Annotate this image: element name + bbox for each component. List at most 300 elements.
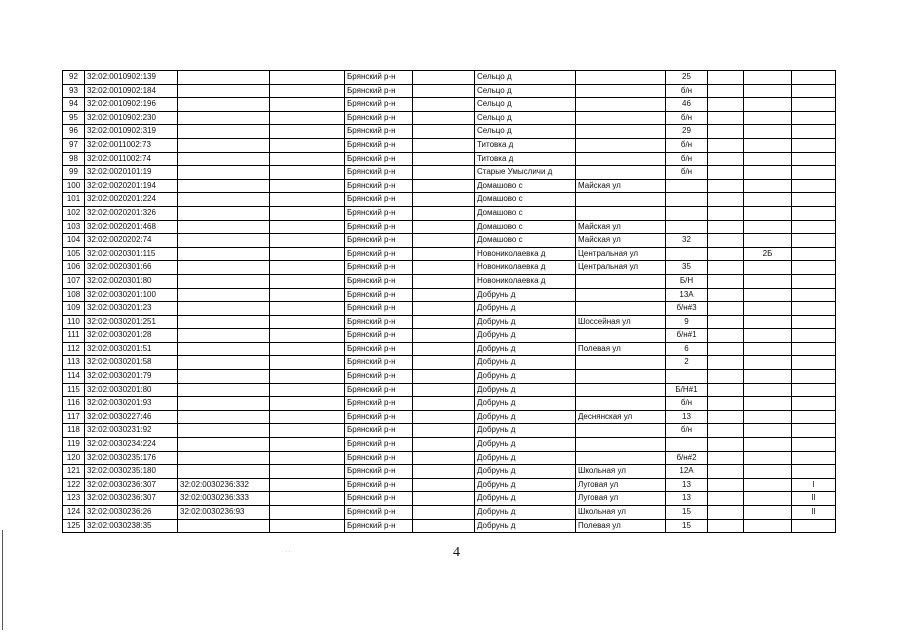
- cell-locality: Титовка д: [475, 138, 576, 152]
- cell-district: Брянский р-н: [345, 451, 413, 465]
- cell-cadastral-number: 32:02:0030236:307: [85, 478, 178, 492]
- cell-locality: Добрунь д: [475, 329, 576, 343]
- cell-house-number: б/н: [666, 397, 708, 411]
- cell-street: [576, 274, 666, 288]
- cell-empty-column-4: [270, 315, 345, 329]
- cell-house-number: б/н: [666, 84, 708, 98]
- cell-building: [744, 98, 792, 112]
- page-number: 4: [453, 545, 460, 560]
- cell-row-number: 116: [63, 397, 85, 411]
- cell-house-number: 2: [666, 356, 708, 370]
- cell-related-cadastral-number: [178, 288, 270, 302]
- cell-building: [744, 261, 792, 275]
- cell-district: Брянский р-н: [345, 519, 413, 533]
- cell-empty-column-6: [413, 261, 475, 275]
- table-row: [63, 179, 836, 193]
- cell-street: Школьная ул: [576, 465, 666, 479]
- cell-structure: [792, 206, 836, 220]
- cell-district: Брянский р-н: [345, 220, 413, 234]
- cell-locality: Новониколаевка д: [475, 274, 576, 288]
- cell-empty-column-4: [270, 438, 345, 452]
- table-row: [63, 478, 836, 492]
- cell-house-number: 6: [666, 342, 708, 356]
- cell-district: Брянский р-н: [345, 465, 413, 479]
- cell-district: Брянский р-н: [345, 383, 413, 397]
- cell-structure: [792, 193, 836, 207]
- cell-cadastral-number: 32:02:0010902:230: [85, 111, 178, 125]
- cell-empty-column-4: [270, 71, 345, 85]
- cell-cadastral-number: 32:02:0030236:307: [85, 492, 178, 506]
- cell-district: Брянский р-н: [345, 424, 413, 438]
- cell-cadastral-number: 32:02:0010902:196: [85, 98, 178, 112]
- cell-structure: [792, 220, 836, 234]
- cell-empty-column-10: [708, 356, 744, 370]
- cell-cadastral-number: 32:02:0010902:184: [85, 84, 178, 98]
- cell-empty-column-10: [708, 315, 744, 329]
- cell-structure: [792, 152, 836, 166]
- cell-empty-column-4: [270, 247, 345, 261]
- cell-locality: Старые Умысличи д: [475, 166, 576, 180]
- cell-street: [576, 383, 666, 397]
- cell-building: [744, 193, 792, 207]
- cell-locality: Добрунь д: [475, 410, 576, 424]
- cell-empty-column-6: [413, 506, 475, 520]
- table-row: [63, 451, 836, 465]
- cell-empty-column-10: [708, 247, 744, 261]
- cell-cadastral-number: 32:02:0011002:74: [85, 152, 178, 166]
- table-row: [63, 261, 836, 275]
- cell-related-cadastral-number: [178, 397, 270, 411]
- cell-cadastral-number: 32:02:0030201:93: [85, 397, 178, 411]
- cell-district: Брянский р-н: [345, 138, 413, 152]
- cell-empty-column-4: [270, 424, 345, 438]
- cell-house-number: б/н: [666, 424, 708, 438]
- cell-row-number: 95: [63, 111, 85, 125]
- cell-row-number: 93: [63, 84, 85, 98]
- cell-cadastral-number: 32:02:0030201:28: [85, 329, 178, 343]
- cell-street: [576, 166, 666, 180]
- cell-row-number: 94: [63, 98, 85, 112]
- cell-street: [576, 111, 666, 125]
- cell-building: [744, 342, 792, 356]
- cell-related-cadastral-number: [178, 342, 270, 356]
- cell-related-cadastral-number: [178, 71, 270, 85]
- table-row: [63, 152, 836, 166]
- cell-empty-column-4: [270, 179, 345, 193]
- cell-empty-column-6: [413, 465, 475, 479]
- cell-house-number: Б/Н#1: [666, 383, 708, 397]
- cell-house-number: б/н: [666, 111, 708, 125]
- table-row: [63, 438, 836, 452]
- cell-house-number: 13: [666, 478, 708, 492]
- cell-empty-column-6: [413, 356, 475, 370]
- cell-related-cadastral-number: [178, 329, 270, 343]
- cell-building: [744, 288, 792, 302]
- table-row: [63, 519, 836, 533]
- cell-house-number: 29: [666, 125, 708, 139]
- cell-house-number: [666, 220, 708, 234]
- table-row: [63, 329, 836, 343]
- cell-row-number: 103: [63, 220, 85, 234]
- cell-building: [744, 206, 792, 220]
- cell-related-cadastral-number: [178, 261, 270, 275]
- cell-empty-column-4: [270, 274, 345, 288]
- cell-house-number: [666, 193, 708, 207]
- cell-house-number: [666, 206, 708, 220]
- cell-street: [576, 125, 666, 139]
- scan-edge-line: [2, 530, 3, 630]
- cell-row-number: 118: [63, 424, 85, 438]
- cell-empty-column-6: [413, 397, 475, 411]
- cell-cadastral-number: 32:02:0030201:51: [85, 342, 178, 356]
- cell-empty-column-6: [413, 519, 475, 533]
- cell-district: Брянский р-н: [345, 342, 413, 356]
- cell-street: Центральная ул: [576, 261, 666, 275]
- cell-empty-column-10: [708, 410, 744, 424]
- cell-street: [576, 451, 666, 465]
- cell-street: [576, 152, 666, 166]
- cell-structure: [792, 370, 836, 384]
- cell-locality: Новониколаевка д: [475, 247, 576, 261]
- cell-structure: [792, 397, 836, 411]
- cell-district: Брянский р-н: [345, 234, 413, 248]
- table-row: [63, 274, 836, 288]
- cell-house-number: 13А: [666, 288, 708, 302]
- cell-locality: Титовка д: [475, 152, 576, 166]
- cell-row-number: 100: [63, 179, 85, 193]
- cell-row-number: 123: [63, 492, 85, 506]
- cell-structure: [792, 247, 836, 261]
- cell-structure: [792, 315, 836, 329]
- cell-locality: Добрунь д: [475, 383, 576, 397]
- cell-locality: Домашово с: [475, 220, 576, 234]
- cell-street: Центральная ул: [576, 247, 666, 261]
- cell-locality: Домашово с: [475, 179, 576, 193]
- table-row: [63, 410, 836, 424]
- cell-empty-column-4: [270, 98, 345, 112]
- cell-cadastral-number: 32:02:0030201:58: [85, 356, 178, 370]
- cell-empty-column-10: [708, 397, 744, 411]
- cell-house-number: 35: [666, 261, 708, 275]
- cell-building: [744, 506, 792, 520]
- cell-house-number: б/н#2: [666, 451, 708, 465]
- cell-structure: [792, 410, 836, 424]
- cell-empty-column-6: [413, 220, 475, 234]
- cell-related-cadastral-number: [178, 125, 270, 139]
- cell-building: [744, 370, 792, 384]
- cell-empty-column-6: [413, 315, 475, 329]
- cell-empty-column-6: [413, 342, 475, 356]
- cell-building: [744, 438, 792, 452]
- cell-structure: [792, 179, 836, 193]
- cell-related-cadastral-number: 32:02:0030236:93: [178, 506, 270, 520]
- cell-empty-column-4: [270, 410, 345, 424]
- cell-related-cadastral-number: [178, 111, 270, 125]
- cell-structure: [792, 342, 836, 356]
- cell-cadastral-number: 32:02:0020202:74: [85, 234, 178, 248]
- cell-empty-column-10: [708, 506, 744, 520]
- cell-empty-column-4: [270, 220, 345, 234]
- cell-street: Майская ул: [576, 179, 666, 193]
- cell-related-cadastral-number: [178, 206, 270, 220]
- cell-structure: [792, 71, 836, 85]
- cell-structure: [792, 138, 836, 152]
- cell-row-number: 112: [63, 342, 85, 356]
- cell-house-number: Б/Н: [666, 274, 708, 288]
- cell-street: Луговая ул: [576, 478, 666, 492]
- cell-building: [744, 179, 792, 193]
- cell-structure: [792, 84, 836, 98]
- cell-street: Школьная ул: [576, 506, 666, 520]
- table-row: [63, 342, 836, 356]
- cell-district: Брянский р-н: [345, 84, 413, 98]
- cell-empty-column-10: [708, 125, 744, 139]
- cell-building: [744, 478, 792, 492]
- cell-building: [744, 125, 792, 139]
- cell-empty-column-10: [708, 492, 744, 506]
- cell-empty-column-6: [413, 166, 475, 180]
- cell-building: [744, 111, 792, 125]
- cell-building: [744, 138, 792, 152]
- cell-row-number: 92: [63, 71, 85, 85]
- table-row: [63, 397, 836, 411]
- cell-street: [576, 397, 666, 411]
- cell-house-number: [666, 179, 708, 193]
- table-row: [63, 302, 836, 316]
- cell-street: [576, 438, 666, 452]
- cell-locality: Добрунь д: [475, 478, 576, 492]
- cell-related-cadastral-number: 32:02:0030236:332: [178, 478, 270, 492]
- cell-related-cadastral-number: [178, 193, 270, 207]
- cell-building: [744, 451, 792, 465]
- cell-row-number: 121: [63, 465, 85, 479]
- cell-row-number: 119: [63, 438, 85, 452]
- cell-district: Брянский р-н: [345, 98, 413, 112]
- cell-district: Брянский р-н: [345, 206, 413, 220]
- cell-locality: Новониколаевка д: [475, 261, 576, 275]
- cell-building: [744, 84, 792, 98]
- cell-structure: [792, 329, 836, 343]
- cell-street: Майская ул: [576, 220, 666, 234]
- cell-cadastral-number: 32:02:0020301:66: [85, 261, 178, 275]
- cell-cadastral-number: 32:02:0030235:176: [85, 451, 178, 465]
- cell-district: Брянский р-н: [345, 506, 413, 520]
- cell-empty-column-10: [708, 465, 744, 479]
- cell-empty-column-4: [270, 506, 345, 520]
- cell-house-number: 9: [666, 315, 708, 329]
- cell-street: [576, 138, 666, 152]
- cell-empty-column-10: [708, 424, 744, 438]
- cell-empty-column-10: [708, 98, 744, 112]
- cell-empty-column-10: [708, 138, 744, 152]
- cell-building: [744, 329, 792, 343]
- cell-empty-column-6: [413, 370, 475, 384]
- cell-row-number: 117: [63, 410, 85, 424]
- cell-cadastral-number: 32:02:0030201:80: [85, 383, 178, 397]
- cell-empty-column-10: [708, 370, 744, 384]
- cell-empty-column-10: [708, 302, 744, 316]
- cell-empty-column-6: [413, 438, 475, 452]
- cell-empty-column-4: [270, 302, 345, 316]
- cell-related-cadastral-number: [178, 234, 270, 248]
- cell-empty-column-6: [413, 410, 475, 424]
- table-row: [63, 98, 836, 112]
- cell-street: Шоссейная ул: [576, 315, 666, 329]
- cell-street: Майская ул: [576, 234, 666, 248]
- cell-empty-column-6: [413, 84, 475, 98]
- cell-empty-column-4: [270, 383, 345, 397]
- cell-locality: Добрунь д: [475, 492, 576, 506]
- cell-row-number: 109: [63, 302, 85, 316]
- cell-building: [744, 397, 792, 411]
- cell-cadastral-number: 32:02:0020301:115: [85, 247, 178, 261]
- cell-related-cadastral-number: [178, 220, 270, 234]
- cell-locality: Добрунь д: [475, 397, 576, 411]
- cell-empty-column-4: [270, 329, 345, 343]
- cell-empty-column-4: [270, 193, 345, 207]
- cell-cadastral-number: 32:02:0020201:468: [85, 220, 178, 234]
- cell-empty-column-10: [708, 193, 744, 207]
- table-row: [63, 492, 836, 506]
- scan-mark: . .: [286, 548, 291, 554]
- cell-cadastral-number: 32:02:0030201:23: [85, 302, 178, 316]
- cell-locality: Добрунь д: [475, 451, 576, 465]
- cell-district: Брянский р-н: [345, 410, 413, 424]
- cell-cadastral-number: 32:02:0011002:73: [85, 138, 178, 152]
- cell-building: [744, 410, 792, 424]
- cell-empty-column-6: [413, 111, 475, 125]
- cell-district: Брянский р-н: [345, 247, 413, 261]
- cell-house-number: б/н#3: [666, 302, 708, 316]
- cell-empty-column-6: [413, 329, 475, 343]
- cell-row-number: 101: [63, 193, 85, 207]
- cell-related-cadastral-number: [178, 274, 270, 288]
- cell-district: Брянский р-н: [345, 397, 413, 411]
- cell-empty-column-10: [708, 451, 744, 465]
- table-row: [63, 125, 836, 139]
- cell-row-number: 99: [63, 166, 85, 180]
- cell-empty-column-6: [413, 478, 475, 492]
- cell-street: [576, 84, 666, 98]
- cell-structure: [792, 465, 836, 479]
- cell-empty-column-6: [413, 383, 475, 397]
- cell-structure: [792, 288, 836, 302]
- cell-structure: [792, 438, 836, 452]
- cell-row-number: 107: [63, 274, 85, 288]
- cell-house-number: 12А: [666, 465, 708, 479]
- cell-empty-column-6: [413, 302, 475, 316]
- cell-district: Брянский р-н: [345, 329, 413, 343]
- cell-empty-column-10: [708, 111, 744, 125]
- cell-building: [744, 519, 792, 533]
- cell-structure: [792, 166, 836, 180]
- cell-house-number: б/н: [666, 166, 708, 180]
- cell-empty-column-4: [270, 519, 345, 533]
- cell-related-cadastral-number: [178, 451, 270, 465]
- cell-house-number: 15: [666, 506, 708, 520]
- cell-house-number: 32: [666, 234, 708, 248]
- table-row: [63, 247, 836, 261]
- cell-related-cadastral-number: [178, 302, 270, 316]
- cell-locality: Добрунь д: [475, 506, 576, 520]
- cell-structure: II: [792, 506, 836, 520]
- cell-cadastral-number: 32:02:0030231:92: [85, 424, 178, 438]
- cell-related-cadastral-number: [178, 410, 270, 424]
- cell-empty-column-10: [708, 152, 744, 166]
- table-row: [63, 193, 836, 207]
- cell-locality: Добрунь д: [475, 438, 576, 452]
- cell-structure: [792, 125, 836, 139]
- cell-cadastral-number: 32:02:0010902:319: [85, 125, 178, 139]
- cell-row-number: 98: [63, 152, 85, 166]
- cell-empty-column-6: [413, 247, 475, 261]
- cell-structure: [792, 424, 836, 438]
- cell-empty-column-4: [270, 397, 345, 411]
- cell-empty-column-4: [270, 206, 345, 220]
- table-row: [63, 356, 836, 370]
- cell-row-number: 125: [63, 519, 85, 533]
- cell-locality: Домашово с: [475, 193, 576, 207]
- table-row: [63, 138, 836, 152]
- cell-building: [744, 166, 792, 180]
- cell-structure: [792, 302, 836, 316]
- cell-related-cadastral-number: [178, 519, 270, 533]
- cell-empty-column-6: [413, 234, 475, 248]
- cell-house-number: [666, 247, 708, 261]
- cell-empty-column-6: [413, 451, 475, 465]
- table-row: [63, 315, 836, 329]
- cell-street: [576, 193, 666, 207]
- cell-related-cadastral-number: [178, 424, 270, 438]
- cell-cadastral-number: 32:02:0020201:326: [85, 206, 178, 220]
- cell-cadastral-number: 32:02:0020101:19: [85, 166, 178, 180]
- cell-related-cadastral-number: [178, 179, 270, 193]
- cell-district: Брянский р-н: [345, 193, 413, 207]
- cell-related-cadastral-number: [178, 152, 270, 166]
- cell-cadastral-number: 32:02:0030234:224: [85, 438, 178, 452]
- cell-related-cadastral-number: [178, 138, 270, 152]
- cell-street: Деснянская ул: [576, 410, 666, 424]
- table-row: [63, 506, 836, 520]
- cell-row-number: 105: [63, 247, 85, 261]
- cell-house-number: [666, 370, 708, 384]
- cell-empty-column-10: [708, 274, 744, 288]
- cell-empty-column-10: [708, 383, 744, 397]
- cell-empty-column-4: [270, 138, 345, 152]
- cell-empty-column-6: [413, 125, 475, 139]
- cell-row-number: 113: [63, 356, 85, 370]
- cell-street: [576, 98, 666, 112]
- cell-district: Брянский р-н: [345, 438, 413, 452]
- cell-empty-column-4: [270, 465, 345, 479]
- cell-district: Брянский р-н: [345, 152, 413, 166]
- cell-empty-column-10: [708, 206, 744, 220]
- cell-street: [576, 288, 666, 302]
- cell-house-number: б/н#1: [666, 329, 708, 343]
- cell-row-number: 120: [63, 451, 85, 465]
- cell-building: [744, 383, 792, 397]
- cell-building: [744, 424, 792, 438]
- cell-row-number: 106: [63, 261, 85, 275]
- cell-district: Брянский р-н: [345, 356, 413, 370]
- cell-empty-column-10: [708, 84, 744, 98]
- cell-cadastral-number: 32:02:0030227:46: [85, 410, 178, 424]
- cell-empty-column-10: [708, 261, 744, 275]
- cell-district: Брянский р-н: [345, 478, 413, 492]
- cell-building: 2Б: [744, 247, 792, 261]
- cell-empty-column-4: [270, 125, 345, 139]
- cell-cadastral-number: 32:02:0030235:180: [85, 465, 178, 479]
